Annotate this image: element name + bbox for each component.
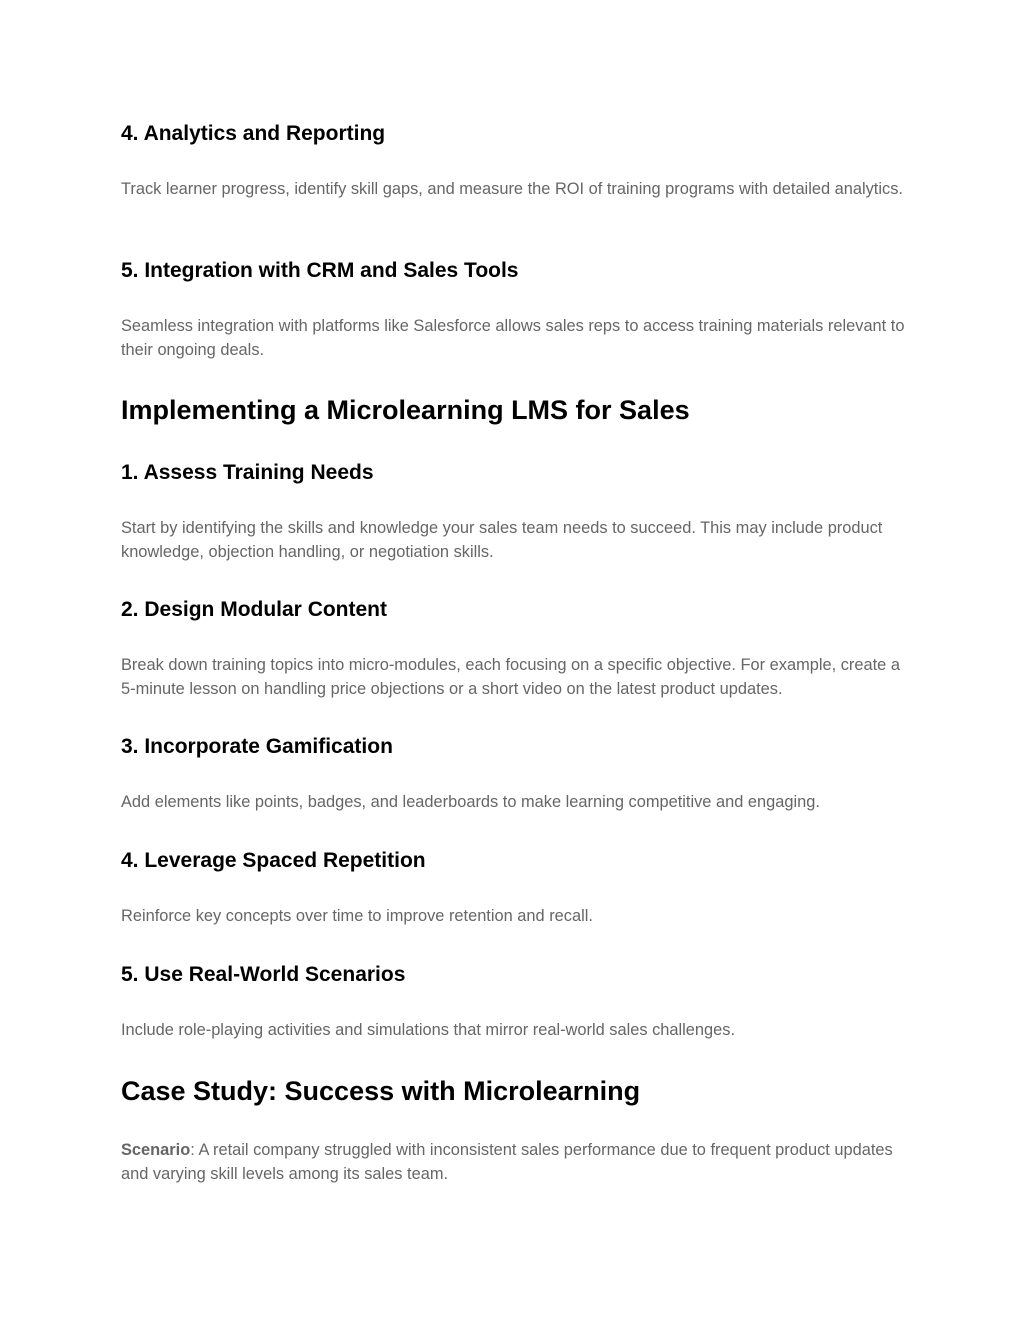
paragraph-analytics-reporting: Track learner progress, identify skill gaps, and measure the ROI of training programs with detailed analytics.: [121, 180, 903, 198]
heading-spaced-repetition: 4. Leverage Spaced Repetition: [121, 849, 426, 872]
heading-assess-training-needs: 1. Assess Training Needs: [121, 461, 374, 484]
heading-design-modular-content: 2. Design Modular Content: [121, 598, 388, 621]
scenario-label: Scenario: [121, 1141, 191, 1159]
heading-incorporate-gamification: 3. Incorporate Gamification: [121, 735, 393, 758]
paragraph-case-study-scenario: [121, 1139, 911, 1186]
heading-crm-integration: 5. Integration with CRM and Sales Tools: [121, 259, 519, 282]
paragraph-crm-integration: Seamless integration with platforms like Salesforce allows sales reps to access training materials relevant to their ongoing deals.: [121, 317, 905, 359]
paragraph-spaced-repetition: Reinforce key concepts over time to improve retention and recall.: [121, 907, 593, 925]
heading-case-study: Case Study: Success with Microlearning: [121, 1076, 641, 1106]
heading-analytics-reporting: 4. Analytics and Reporting: [121, 122, 386, 145]
paragraph-design-modular-content: Break down training topics into micro-modules, each focusing on a specific objective. For example, create a 5-minute lesson on handling price objections or a short video on the latest product updates.: [121, 656, 900, 698]
heading-real-world-scenarios: 5. Use Real-World Scenarios: [121, 963, 406, 986]
scenario-text: : A retail company struggled with inconsistent sales performance due to frequent product updates and varying skill levels among its sales team.: [121, 1141, 893, 1183]
paragraph-incorporate-gamification: Add elements like points, badges, and leaderboards to make learning competitive and engaging.: [121, 793, 820, 811]
heading-implementing-lms: Implementing a Microlearning LMS for Sales: [121, 395, 690, 425]
paragraph-assess-training-needs: Start by identifying the skills and knowledge your sales team needs to succeed. This may include product knowledge, objection handling, or negotiation skills.: [121, 519, 883, 561]
paragraph-real-world-scenarios: Include role-playing activities and simulations that mirror real-world sales challenges.: [121, 1021, 736, 1039]
